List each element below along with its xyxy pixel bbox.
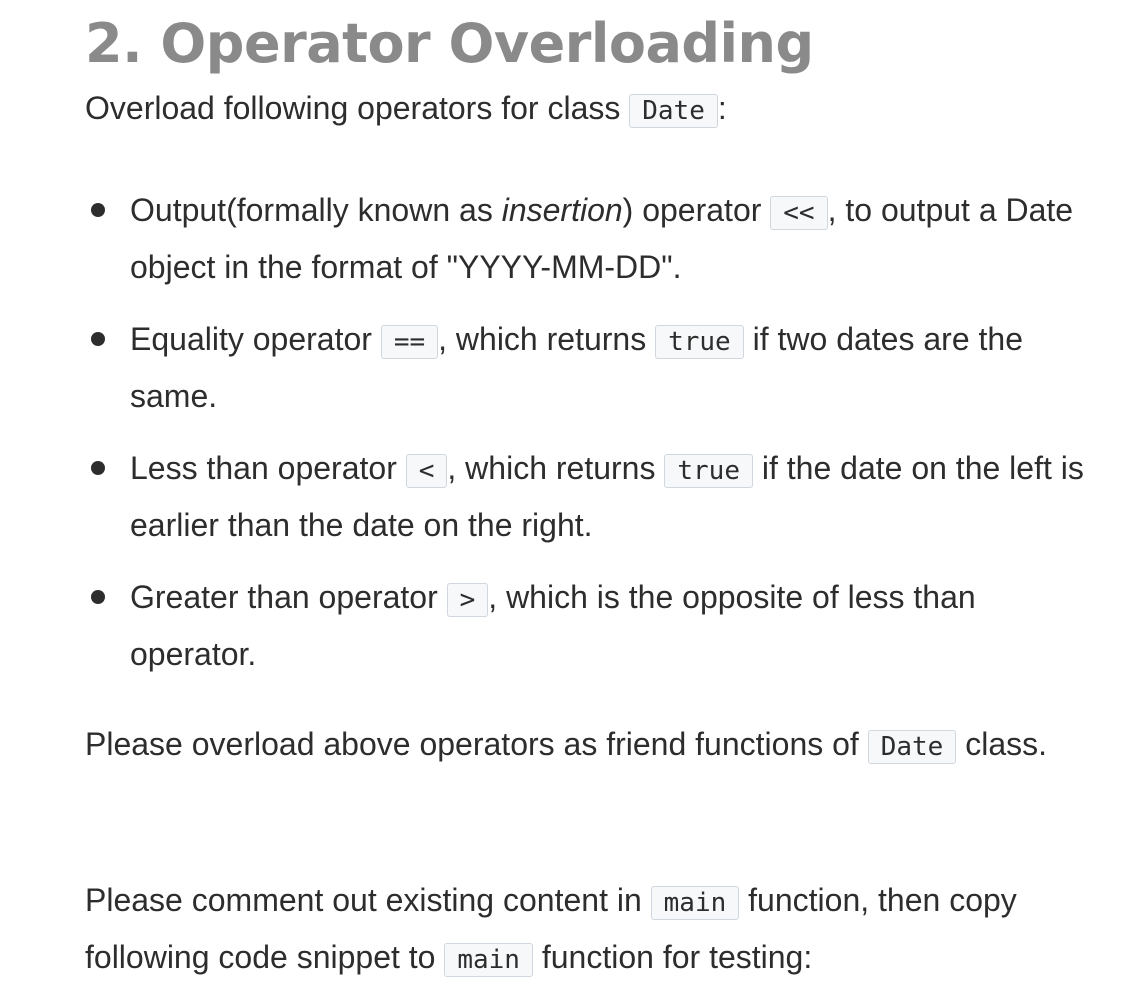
section-heading: 2. Operator Overloading xyxy=(85,12,814,75)
operator-list-item xyxy=(85,441,1085,552)
list-item-text: Greater than operator xyxy=(130,579,447,615)
inline-code: > xyxy=(447,583,489,617)
inline-code: < xyxy=(406,454,448,488)
intro-text: Overload following operators for class xyxy=(85,90,630,126)
comment-text-3: function for testing: xyxy=(532,939,813,975)
operator-list xyxy=(85,183,1085,699)
list-item-text: , to output a Date object in the format of "YYYY-MM-DD". xyxy=(130,192,1074,285)
comment-main-paragraph xyxy=(85,873,1085,987)
list-item-text: , which is the opposite of less than operator. xyxy=(130,579,976,672)
bullet-icon xyxy=(91,332,105,346)
list-item-text: ) operator xyxy=(622,192,771,228)
inline-code: true xyxy=(655,325,744,359)
inline-code: true xyxy=(664,454,753,488)
inline-code-date: Date xyxy=(868,730,957,764)
intro-paragraph xyxy=(85,81,1085,138)
operator-list-item xyxy=(85,183,1085,294)
friend-functions-paragraph xyxy=(85,717,1085,774)
bullet-icon xyxy=(91,590,105,604)
friend-text: Please overload above operators as friend functions of xyxy=(85,726,868,762)
inline-code-date: Date xyxy=(629,94,718,128)
bullet-icon xyxy=(91,203,105,217)
inline-code: == xyxy=(381,325,438,359)
list-item-text: if the date on the left is earlier than the date on the right. xyxy=(130,450,1084,543)
bullet-icon xyxy=(91,461,105,475)
list-item-text: , which returns xyxy=(447,450,665,486)
inline-code-main: main xyxy=(651,886,740,920)
comment-text-1: Please comment out existing content in xyxy=(85,882,651,918)
operator-list-item xyxy=(85,570,1085,681)
emphasis-text: insertion xyxy=(501,192,623,228)
inline-code: << xyxy=(770,196,827,230)
inline-code-main: main xyxy=(444,943,533,977)
friend-text-end: class. xyxy=(956,726,1048,762)
list-item-text: Output(formally known as xyxy=(130,192,502,228)
operator-list-item xyxy=(85,312,1085,423)
list-item-text: , which returns xyxy=(438,321,656,357)
list-item-text: if two dates are the same. xyxy=(130,321,1023,414)
intro-colon: : xyxy=(717,90,727,126)
list-item-text: Equality operator xyxy=(130,321,381,357)
comment-text-2: function, then copy following code snippet to xyxy=(85,882,1017,975)
list-item-text: Less than operator xyxy=(130,450,406,486)
